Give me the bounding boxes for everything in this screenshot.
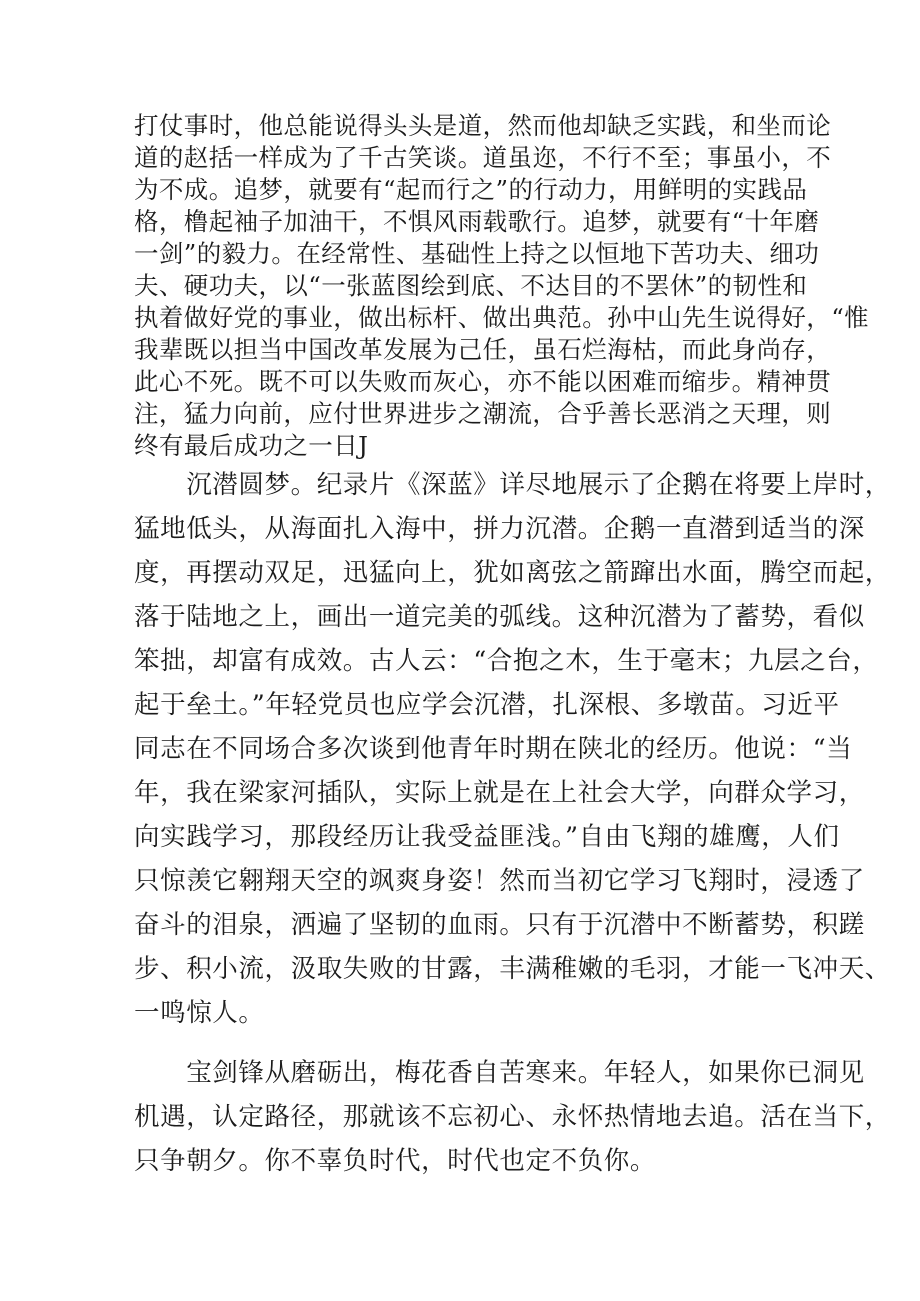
text-line: 步、积小流，汲取失败的甘露，丰满稚嫩的毛羽，才能一飞冲天、 [134, 954, 891, 984]
text-line: 只争朝夕。你不辜负时代，时代也定不负你。 [134, 1146, 657, 1176]
text-line: 执着做好党的事业，做出标杆、做出典范。孙中山先生说得好，“惟 [134, 303, 870, 332]
text-line: 沉潜圆梦。纪录片《深蓝》详尽地展示了企鹅在将要上岸时， [134, 470, 891, 500]
text-line: 落于陆地之上，画出一道完美的弧线。这种沉潜为了蓄势，看似 [134, 602, 865, 632]
text-line: 一剑”的毅力。在经常性、基础性上持之以恒地下苦功夫、细功 [134, 239, 820, 268]
text-line: 猛地低头，从海面扎入海中，拼力沉潜。企鹅一直潜到适当的深 [134, 514, 865, 544]
text-line: 只惊羡它翱翔天空的飒爽身姿！然而当初它学习飞翔时，浸透了 [134, 866, 865, 896]
text-line: 终有最后成功之一日J [134, 431, 369, 460]
text-line: 为不成。追梦，就要有“起而行之”的行动力，用鲜明的实践品 [134, 175, 808, 204]
text-line: 格，橹起袖子加油干，不惧风雨载歌行。追梦，就要有“十年磨 [134, 207, 820, 236]
text-line: 笨拙，却富有成效。古人云：“合抱之木，生于毫末；九层之台， [134, 646, 879, 676]
text-line: 年，我在梁家河插队，实际上就是在上社会大学，向群众学习， [134, 778, 865, 808]
text-line: 一鸣惊人。 [134, 998, 265, 1028]
text-line: 宝剑锋从磨砺出，梅花香自苦寒来。年轻人，如果你已洞见 [134, 1058, 865, 1088]
text-line: 机遇，认定路径，那就该不忘初心、永怀热情地去追。活在当下， [134, 1102, 891, 1132]
text-line: 打仗事时，他总能说得头头是道，然而他却缺乏实践，和坐而论 [134, 111, 832, 140]
text-line: 向实践学习，那段经历让我受益匪浅。”自由飞翔的雄鹰，人们 [134, 822, 840, 852]
text-line: 注，猛力向前，应付世界进步之潮流，合乎善长恶消之天理，则 [134, 399, 832, 428]
text-line: 起于垒土。”年轻党员也应学会沉潜，扎深根、多墩苗。习近平 [134, 690, 840, 720]
text-line: 夫、硬功夫，以“一张蓝图绘到底、不达目的不罢休”的韧性和 [134, 271, 808, 300]
text-line: 度，再摆动双足，迅猛向上，犹如离弦之箭蹿出水面，腾空而起， [134, 558, 891, 588]
text-line: 奋斗的泪泉，洒遍了坚韧的血雨。只有于沉潜中不断蓄势，积蹉 [134, 910, 865, 940]
text-line: 道的赵括一样成为了千古笑谈。道虽迩，不行不至；事虽小，不 [134, 143, 832, 172]
text-line: 我辈既以担当中国改革发展为己任，虽石烂海枯，而此身尚存， [134, 335, 832, 364]
text-line: 此心不死。既不可以失败而灰心，亦不能以困难而缩步。精神贯 [134, 367, 832, 396]
text-line: 同志在不同场合多次谈到他青年时期在陕北的经历。他说：“当 [134, 734, 853, 764]
